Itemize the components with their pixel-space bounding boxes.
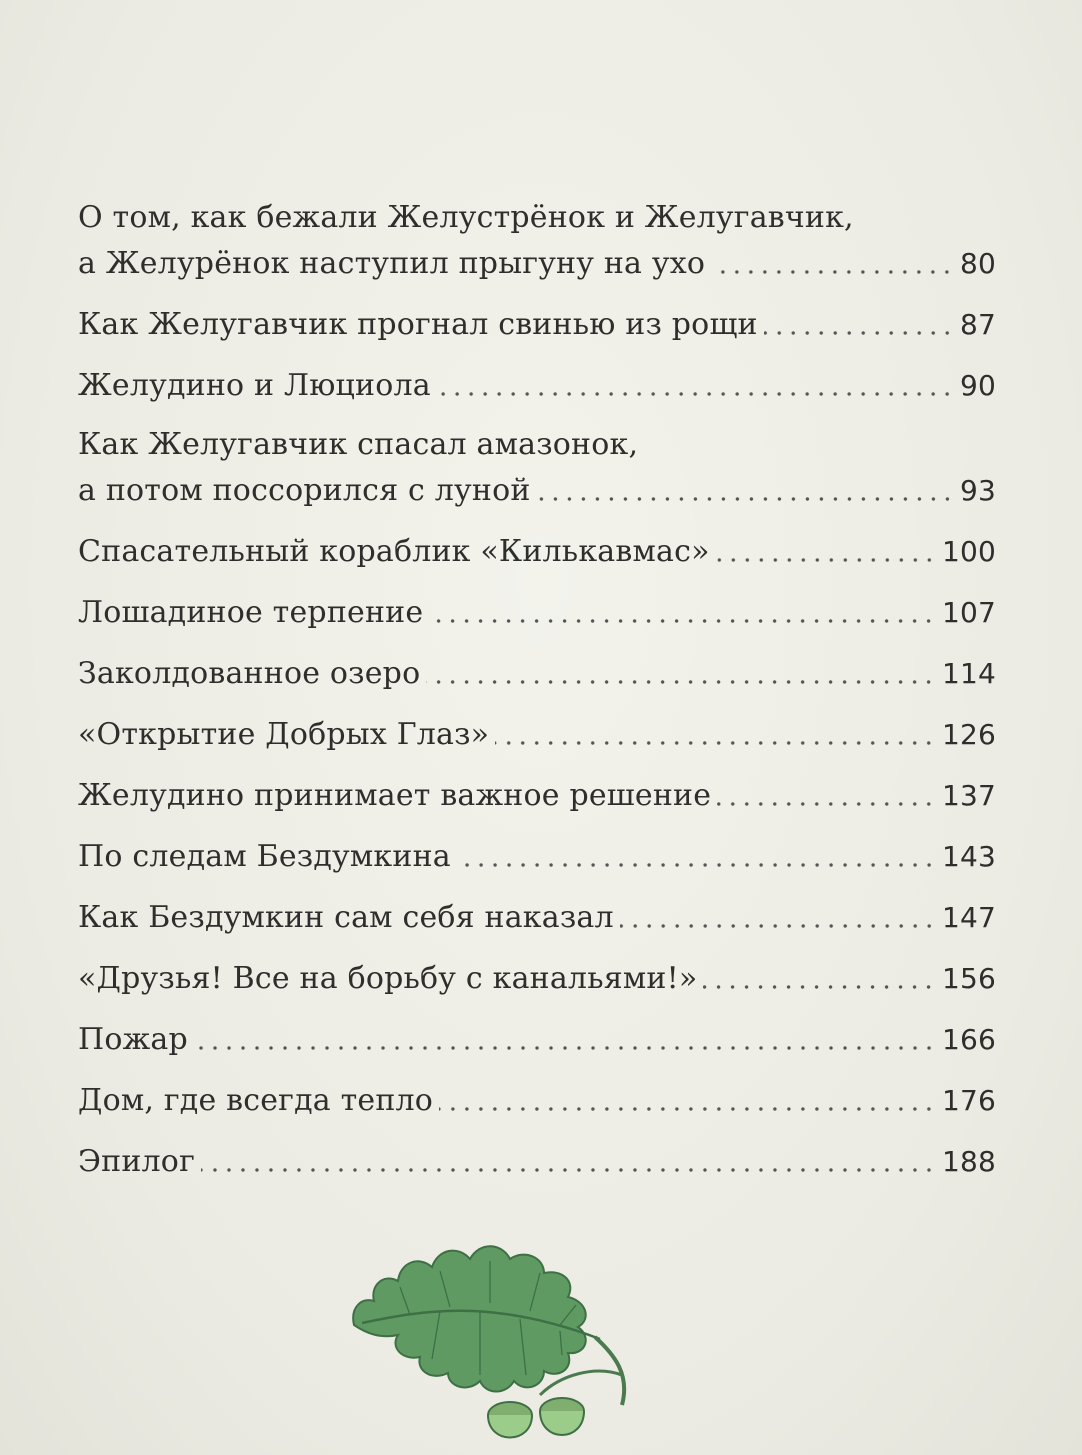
toc-entry-title: Дом, где всегда тепло [78, 1083, 434, 1118]
dot-leader [439, 1107, 936, 1111]
dot-leader [716, 558, 936, 562]
toc-entry-page: 93 [959, 474, 996, 507]
toc-entry [78, 362, 996, 410]
toc-entry-title: Спасательный кораблик «Килькавмас» [78, 534, 710, 569]
toc-entry-title: По следам Бездумкина [78, 839, 451, 874]
dot-leader [201, 1168, 936, 1172]
acorn [540, 1398, 584, 1435]
dot-leader [429, 619, 936, 623]
oak-leaf-with-acorns-icon [340, 1215, 660, 1455]
dot-leader [495, 741, 936, 745]
toc-entry-title: «Открытие Добрых Глаз» [78, 717, 490, 752]
toc-entry-page: 80 [959, 247, 996, 280]
toc-entry-title-line1: Как Желугавчик спасал амазонок, [78, 427, 639, 462]
toc-entry-title: Желудино принимает важное решение [78, 778, 712, 813]
toc-entry [78, 894, 996, 942]
toc-entry [78, 1138, 996, 1186]
toc-entry-title: Как Бездумкин сам себя наказал [78, 900, 614, 935]
toc-entry [78, 1077, 996, 1125]
toc-entry-page: 143 [941, 840, 996, 873]
toc-entry-page: 126 [941, 718, 996, 751]
acorn [488, 1402, 532, 1438]
toc-entry [78, 528, 996, 576]
dot-leader [437, 392, 954, 396]
toc-entry-page: 137 [941, 779, 996, 812]
dot-leader [537, 497, 954, 501]
toc-entry-page: 147 [941, 901, 996, 934]
dot-leader [457, 863, 936, 867]
toc-entry [78, 423, 996, 515]
toc-entry [78, 833, 996, 881]
toc-entry [78, 1016, 996, 1064]
toc-entry-page: 87 [959, 308, 996, 341]
dot-leader [620, 924, 936, 928]
dot-leader [711, 270, 954, 274]
toc-entry-page: 156 [941, 962, 996, 995]
toc-entry-title: Эпилог [78, 1144, 195, 1179]
toc-entry-title: а потом поссорился с луной [78, 473, 531, 508]
dot-leader [764, 331, 954, 335]
toc-entry [78, 589, 996, 637]
toc-entry [78, 301, 996, 349]
toc-entry [78, 955, 996, 1003]
toc-entry-title: Пожар [78, 1022, 188, 1057]
toc-entry-title-line1: О том, как бежали Желустрёнок и Желугавчик, [78, 200, 854, 235]
toc-entry-title: а Желурёнок наступил прыгуну на ухо [78, 246, 706, 281]
table-of-contents [78, 196, 996, 1186]
toc-entry-page: 107 [941, 596, 996, 629]
toc-entry [78, 196, 996, 288]
toc-entry-title: Желудино и Люциола [78, 368, 431, 403]
toc-entry-page: 188 [941, 1145, 996, 1178]
toc-entry-title: Лошадиное терпение [78, 595, 424, 630]
toc-entry-title: «Друзья! Все на борьбу с канальями!» [78, 961, 698, 996]
toc-entry-page: 90 [959, 369, 996, 402]
toc-entry [78, 650, 996, 698]
dot-leader [703, 985, 936, 989]
dot-leader [426, 680, 936, 684]
dot-leader [717, 802, 936, 806]
toc-entry-page: 176 [941, 1084, 996, 1117]
toc-entry-title: Как Желугавчик прогнал свинью из рощи [78, 307, 758, 342]
dot-leader [194, 1046, 936, 1050]
toc-entry-page: 100 [941, 535, 996, 568]
toc-entry [78, 772, 996, 820]
toc-entry-title: Заколдованное озеро [78, 656, 421, 691]
toc-entry [78, 711, 996, 759]
toc-entry-page: 114 [941, 657, 996, 690]
toc-entry-page: 166 [941, 1023, 996, 1056]
